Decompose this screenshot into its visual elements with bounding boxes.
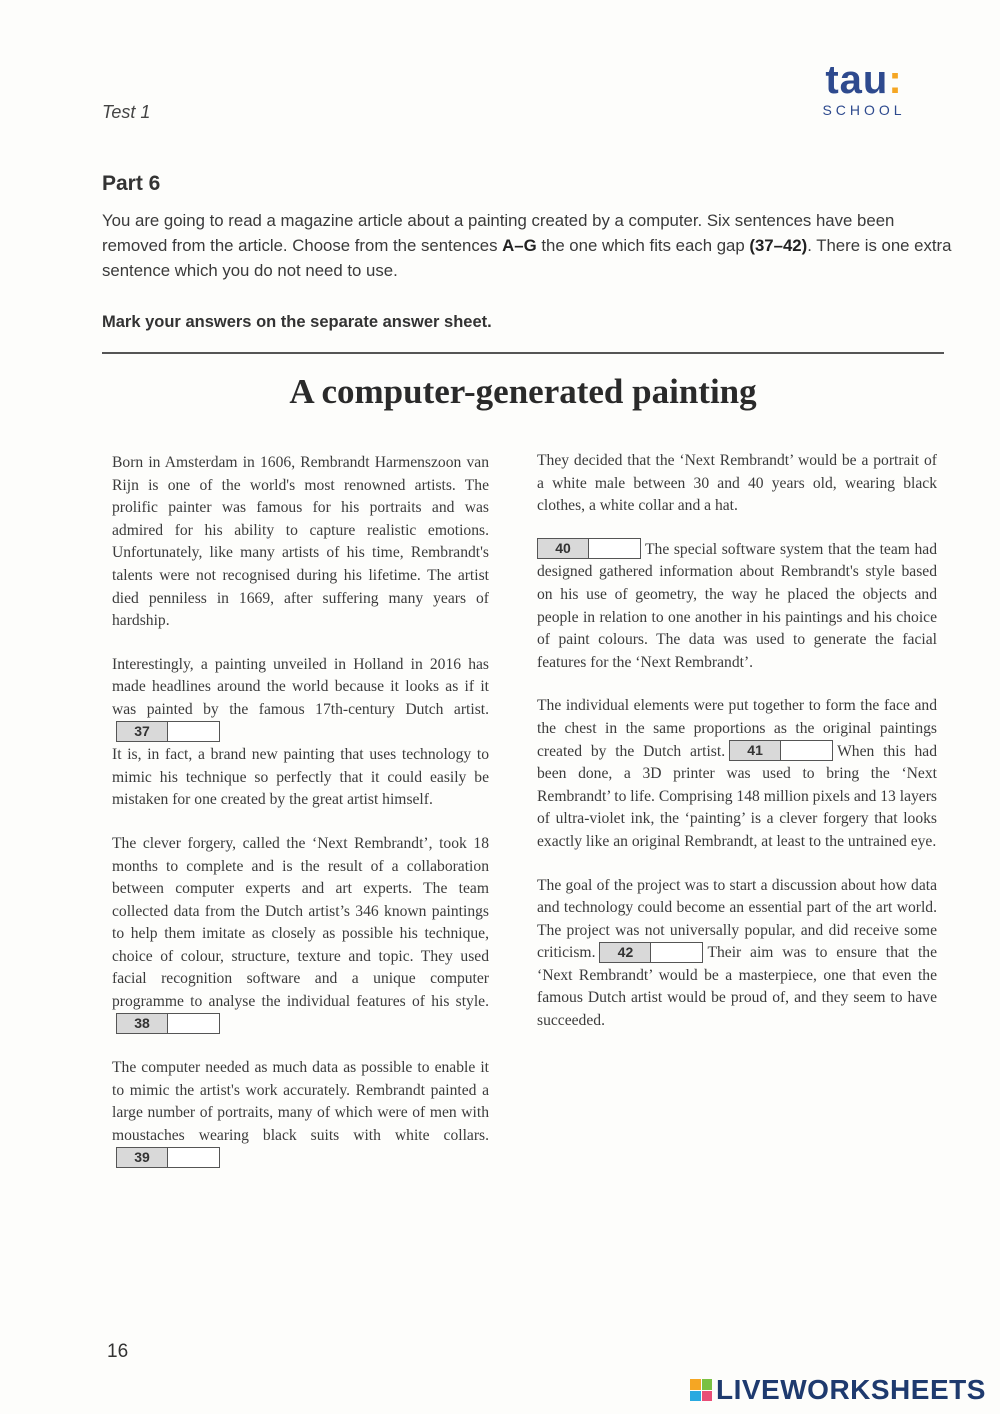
gap-39[interactable]: 39 — [116, 1147, 220, 1168]
part-title: Part 6 — [102, 172, 161, 195]
article-column-left — [112, 452, 489, 1191]
gap-40[interactable]: 40 — [537, 538, 641, 559]
page-number: 16 — [107, 1341, 129, 1362]
logo-main-text: tau — [825, 58, 889, 102]
paragraph-3: The clever forgery, called the ‘Next Rembrandt’, took 18 months to complete and is the result of a collaboration between computer experts and art experts. The team collected data from the Dutch artist’s 346 known paintings to help them imitate as closely as possible his technique, choice of colour, structure, texture and topic. They used facial recognition software and a unique computer programme to analyse the individual features of his style.38 — [112, 833, 489, 1036]
divider — [102, 352, 944, 354]
paragraph-4: The computer needed as much data as possible to enable it to mimic the artist's work accurately. Rembrandt painted a large number of portraits, many of which were of men with moustaches wearing black suits with white collars.39 — [112, 1057, 489, 1170]
paragraph-1: Born in Amsterdam in 1606, Rembrandt Harmenszoon van Rijn is one of the world's most renowned artists. The prolific painter was famous for his portraits and was admired for his ability to capture realistic emotions. Unfortunately, like many artists of his time, Rembrandt's talents were not recognised during his lifetime. The artist died penniless in 1669, after suffering many years of hardship. — [112, 454, 489, 630]
tau-school-logo — [814, 60, 914, 118]
paragraph-2: Interestingly, a painting unveiled in Holland in 2016 has made headlines around the world because it looks as if it was painted by the famous 17th-century Dutch artist.37 It is, in fact, a brand new painting that uses technology to mimic his technique so perfectly that it could easily be mistaken for one created by the great artist himself. — [112, 655, 489, 809]
paragraph-6: 40 The special software system that the team had designed gathered information about Rembrandt's style based on his use of geometry, the way he placed the objects and people in relation to one another in his paintings and his choice of paint colours. The data was used to generate the facial features for the ‘Next Rembrandt’. — [537, 540, 937, 671]
logo-dots: : — [888, 58, 903, 102]
gap-38[interactable]: 38 — [116, 1013, 220, 1034]
logo-sub-text: SCHOOL — [822, 102, 906, 118]
gap-41[interactable]: 41 — [729, 740, 833, 761]
mark-answers-note: Mark your answers on the separate answer sheet. — [102, 313, 492, 331]
gap-37[interactable]: 37 — [116, 721, 220, 742]
article-title: A computer-generated painting — [289, 372, 757, 411]
liveworksheets-icon — [690, 1379, 712, 1401]
paragraph-7: The individual elements were put together to form the face and the chest in the same proportions as the original paintings created by the Dutch artist. 41 When this had been done, a 3D printer was used to bring the ‘Next Rembrandt’ to life. Comprising 148 million pixels and 13 layers of ultra-violet ink, the ‘painting’ is a clever forgery that looks exactly like an original Rembrandt, at least to the untrained eye. — [537, 697, 937, 850]
paragraph-8: The goal of the project was to start a discussion about how data and technology could become an essential part of the art world. The project was not universally popular, and did receive some criticism. 42 Their aim was to ensure that the ‘Next Rembrandt’ would be a masterpiece, one that even the famous Dutch artist would be proud of, and they seem to have succeeded. — [537, 876, 937, 1030]
test-label: Test 1 — [102, 102, 151, 122]
liveworksheets-brand — [690, 1374, 990, 1406]
liveworksheets-text: LIVEWORKSHEETS — [716, 1374, 986, 1405]
instructions: You are going to read a magazine article about a painting created by a computer. Six sentences have been removed from the article. Choose from the sentences A–G the one which fits each gap (37–42). There is one extra sentence which you do not need to use. — [102, 211, 952, 280]
gap-42[interactable]: 42 — [599, 942, 703, 963]
article-column-right — [537, 450, 937, 1054]
paragraph-5: They decided that the ‘Next Rembrandt’ would be a portrait of a white male between 30 and 40 years old, wearing black clothes, a white collar and a hat. — [537, 452, 937, 515]
